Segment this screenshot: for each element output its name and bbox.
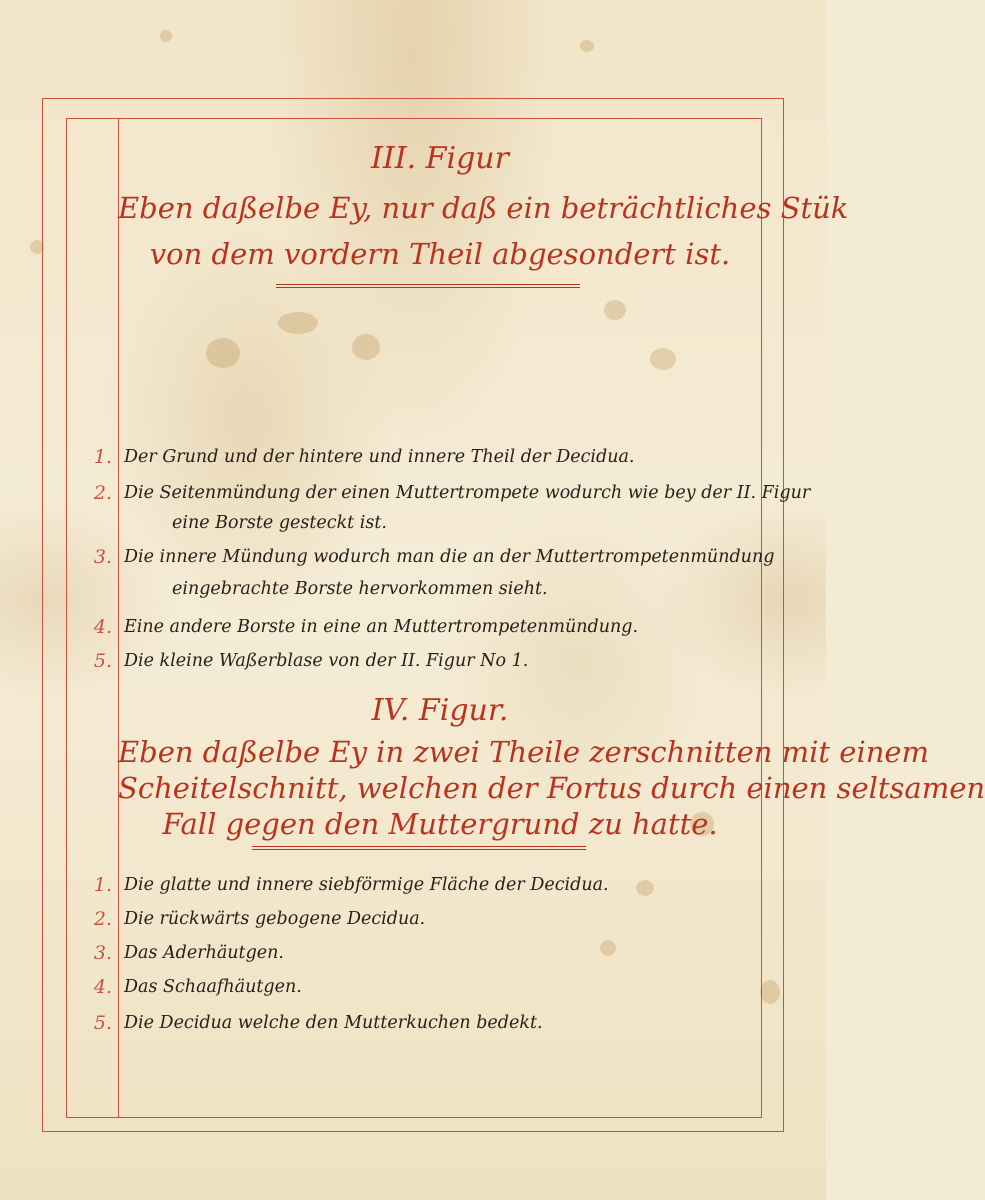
item-text: Die innere Mündung wodurch man die an der Muttertrompetenmündung <box>124 547 775 567</box>
item-text: Das Aderhäutgen. <box>124 943 284 963</box>
figure-4-heading-line-1: Eben daßelbe Ey in zwei Theile zerschnitten mit einem <box>118 735 930 769</box>
figure-4-title: IV. Figur. <box>371 693 509 728</box>
figure-4-item <box>0 904 826 934</box>
figure-4-heading-line-2: Scheitelschnitt, welchen der Fortus durch einen seltsamen <box>118 771 985 805</box>
figure-3-heading-line-2: von dem vordern Theil abgesondert ist. <box>149 237 731 271</box>
figure-3-item <box>0 612 826 642</box>
item-text: Die Decidua welche den Mutterkuchen bedekt. <box>124 1013 543 1033</box>
item-number: 5. <box>93 650 112 672</box>
figure-4-heading-underline <box>252 846 586 850</box>
item-text: Die Seitenmündung der einen Muttertrompete wodurch wie bey der II. Figur <box>124 483 811 503</box>
figure-3-item <box>0 646 826 676</box>
item-number: 5. <box>93 1012 112 1034</box>
item-text: Der Grund und der hintere und innere Theil der Decidua. <box>124 447 635 467</box>
paper-stain <box>160 30 172 42</box>
item-text: Eine andere Borste in eine an Muttertrompetenmündung. <box>124 617 639 637</box>
item-number: 1. <box>93 874 112 896</box>
item-text-continuation: eine Borste gesteckt ist. <box>172 513 387 533</box>
item-number: 1. <box>93 446 112 468</box>
item-number: 3. <box>93 546 112 568</box>
item-text-continuation: eingebrachte Borste hervorkommen sieht. <box>172 579 548 599</box>
paper-stain <box>580 40 594 52</box>
item-number: 3. <box>93 942 112 964</box>
item-text: Die glatte und innere siebförmige Fläche der Decidua. <box>124 875 609 895</box>
figure-4-item <box>0 1008 826 1038</box>
figure-3-item <box>0 478 826 508</box>
figure-3-title: III. Figur <box>371 141 509 176</box>
figure-3-heading-underline <box>276 284 580 288</box>
figure-3-item <box>0 442 826 472</box>
figure-3-item <box>0 542 826 572</box>
item-text: Die rückwärts gebogene Decidua. <box>124 909 426 929</box>
item-text: Die kleine Waßerblase von der II. Figur No 1. <box>124 651 529 671</box>
item-text: Das Schaafhäutgen. <box>124 977 302 997</box>
item-number: 4. <box>93 616 112 638</box>
figure-3-item-continuation <box>0 508 826 538</box>
figure-3-item-continuation <box>0 574 826 604</box>
figure-3-heading-line-1: Eben daßelbe Ey, nur daß ein beträchtliches Stük <box>118 191 849 225</box>
figure-4-item <box>0 938 826 968</box>
figure-4-heading-line-3: Fall gegen den Muttergrund zu hatte. <box>162 807 718 841</box>
item-number: 2. <box>93 482 112 504</box>
figure-4-item <box>0 870 826 900</box>
item-number: 2. <box>93 908 112 930</box>
item-number: 4. <box>93 976 112 998</box>
figure-4-item <box>0 972 826 1002</box>
